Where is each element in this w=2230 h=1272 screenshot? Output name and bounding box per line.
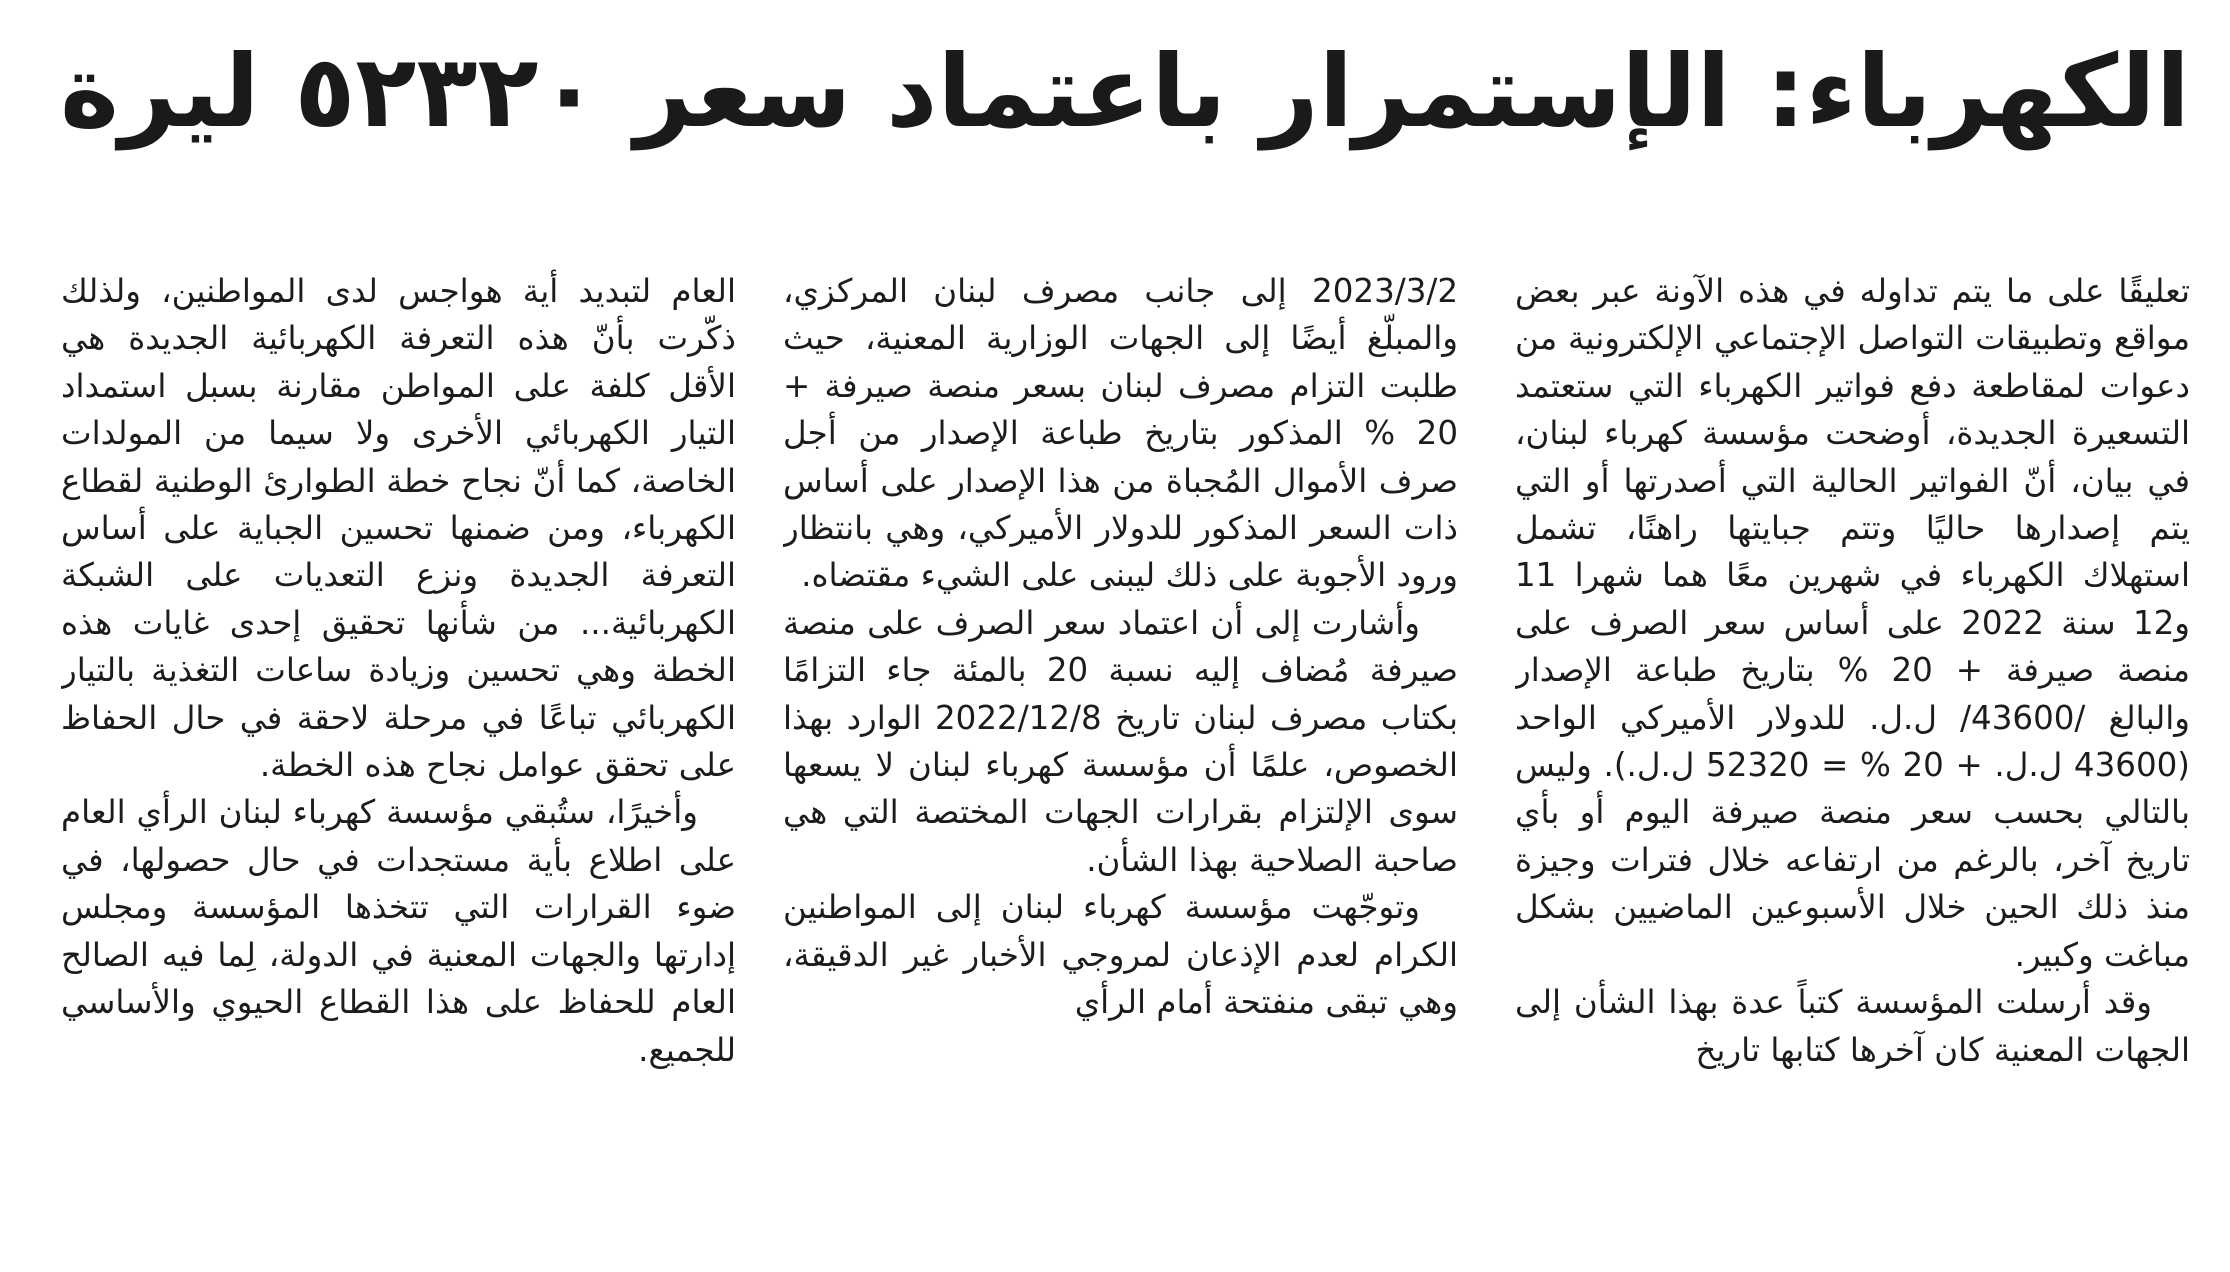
- paragraph: وأخيرًا، ستُبقي مؤسسة كهرباء لبنان الرأي العام على اطلاع بأية مستجدات في حال حصولها، في ضوء القرارات التي تتخذها المؤسسة ومجلس إدارتها والجهات المعنية في الدولة، لِما فيه الصالح العام للحفاظ على هذا القطاع الحيوي والأساسي للجميع.: [61, 793, 736, 1069]
- paragraph: وأشارت إلى أن اعتماد سعر الصرف على منصة صيرفة مُضاف إليه نسبة 20 بالمئة جاء التزامًا بكتاب مصرف لبنان تاريخ 2022/12/8 الوارد بهذا الخصوص، علمًا أن مؤسسة كهرباء لبنان لا يسعها سوى الإلتزام بقرارات الجهات المختصة التي هي صاحبة الصلاحية بهذا الشأن.: [783, 603, 1458, 879]
- article-column-2: [783, 268, 1458, 1268]
- paragraph: العام لتبديد أية هواجس لدى المواطنين، ولذلك ذكّرت بأنّ هذه التعرفة الكهربائية الجديدة هي الأقل كلفة على المواطن مقارنة بسبل استمداد التيار الكهربائي الأخرى ولا سيما من المولدات الخاصة، كما أنّ نجاح خطة الطوارئ الوطنية لقطاع الكهرباء، ومن ضمنها تحسين الجباية على أساس التعرفة الجديدة ونزع التعديات على الشبكة الكهربائية... من شأنها تحقيق إحدى غايات هذه الخطة وهي تحسين وزيادة ساعات التغذية بالتيار الكهربائي تباعًا في مرحلة لاحقة في حال الحفاظ على تحقق عوامل نجاح هذه الخطة.: [61, 272, 736, 785]
- article-headline: الكهرباء: الإستمرار باعتماد سعر ٥٢٣٢٠ ليرة: [59, 33, 2190, 150]
- article-column-3: [61, 268, 736, 1268]
- paragraph: وقد أرسلت المؤسسة كتباً عدة بهذا الشأن إلى الجهات المعنية كان آخرها كتابها تاريخ: [1515, 983, 2190, 1069]
- paragraph: 2023/3/2 إلى جانب مصرف لبنان المركزي، والمبلّغ أيضًا إلى الجهات الوزارية المعنية، حيث طلبت التزام مصرف لبنان بسعر منصة صيرفة + 20 % المذكور بتاريخ طباعة الإصدار من أجل صرف الأموال المُجباة من هذا الإصدار على أساس ذات السعر المذكور للدولار الأميركي، وهي بانتظار ورود الأجوبة على ذلك ليبنى على الشيء مقتضاه.: [783, 272, 1458, 595]
- article-column-1: [1515, 268, 2190, 1268]
- paragraph: وتوجّهت مؤسسة كهرباء لبنان إلى المواطنين الكرام لعدم الإذعان لمروجي الأخبار غير الدقيقة، وهي تبقى منفتحة أمام الرأي: [783, 888, 1458, 1022]
- paragraph: تعليقًا على ما يتم تداوله في هذه الآونة عبر بعض مواقع وتطبيقات التواصل الإجتماعي الإلكترونية من دعوات لمقاطعة دفع فواتير الكهرباء التي ستعتمد التسعيرة الجديدة، أوضحت مؤسسة كهرباء لبنان، في بيان، أنّ الفواتير الحالية التي أصدرتها أو التي يتم إصدارها حاليًا وتتم جبايتها راهنًا، تشمل استهلاك الكهرباء في شهرين معًا هما شهرا 11 و12 سنة 2022 على أساس سعر الصرف على منصة صيرفة + 20 % بتاريخ طباعة الإصدار والبالغ /43600/ ل.ل. للدولار الأميركي الواحد (43600 ل.ل. + 20 % = 52320 ل.ل.). وليس بالتالي بحسب سعر منصة صيرفة اليوم أو بأي تاريخ آخر، بالرغم من ارتفاعه خلال فترات وجيزة منذ ذلك الحين خلال الأسبوعين الماضيين بشكل مباغت وكبير.: [1515, 272, 2190, 974]
